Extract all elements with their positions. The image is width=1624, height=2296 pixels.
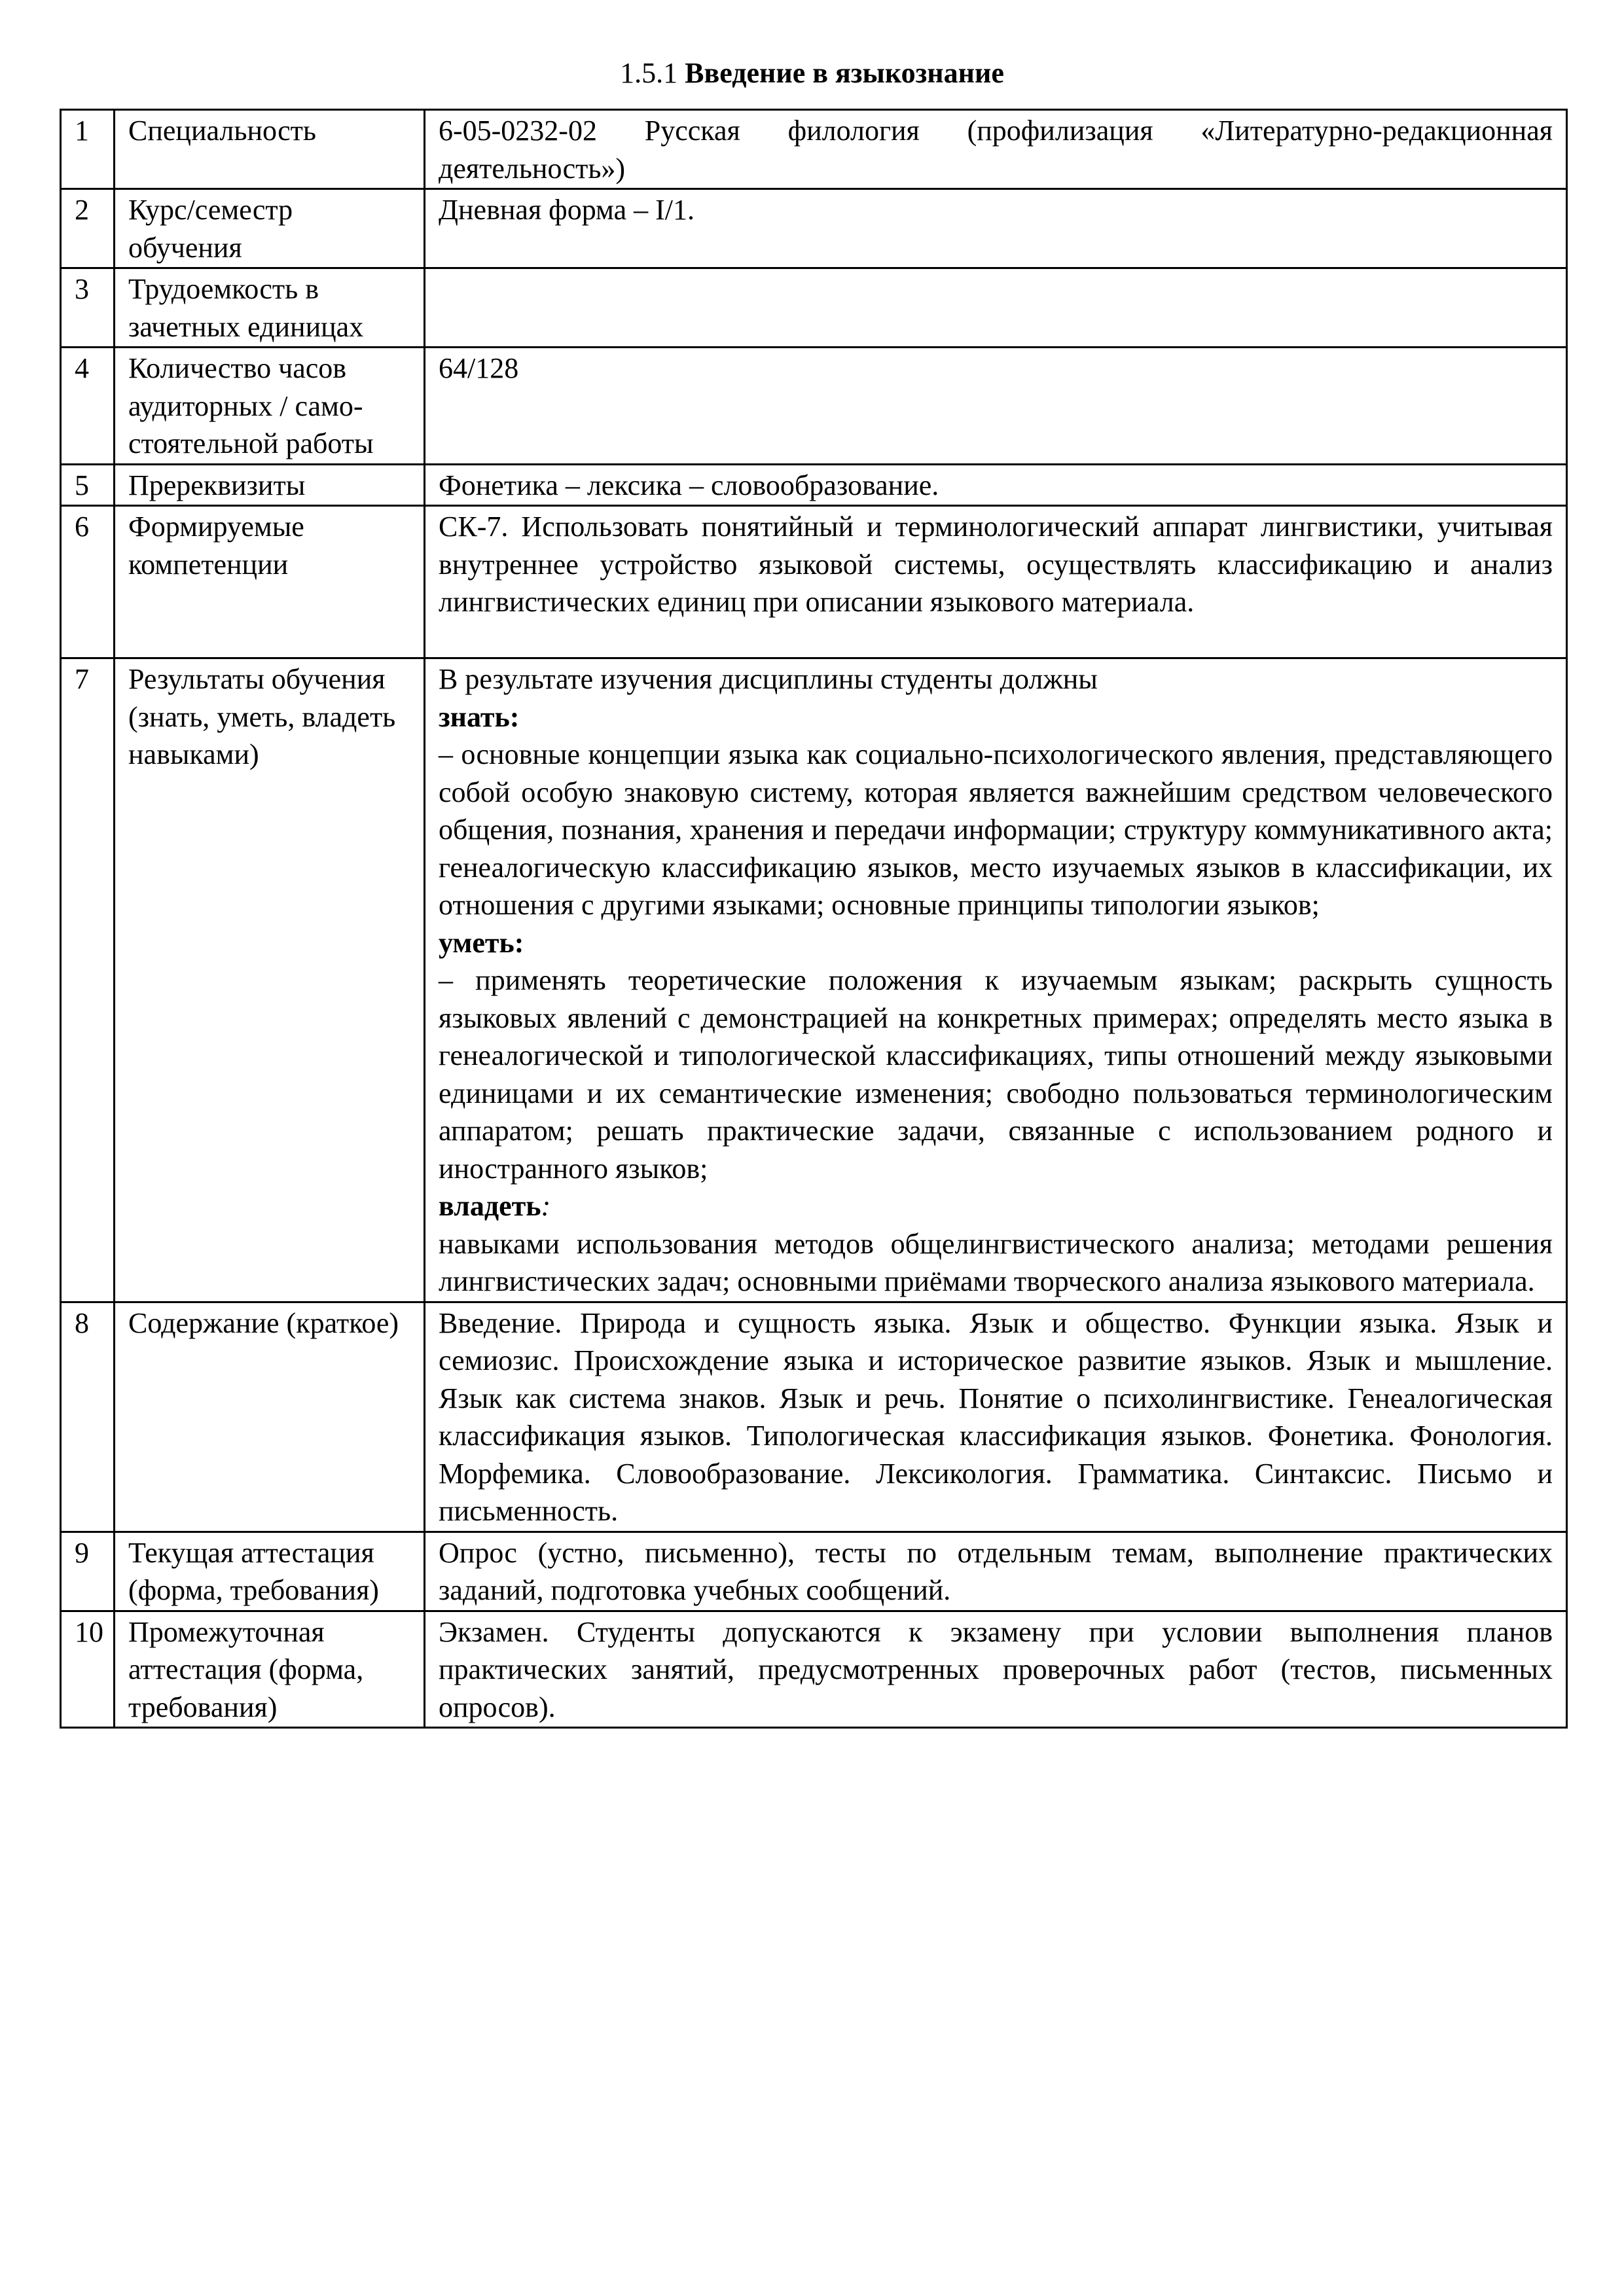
row-value <box>425 268 1567 348</box>
section-number: 1.5.1 <box>620 57 678 89</box>
row-number: 4 <box>61 348 115 465</box>
row-label: Результаты обучения (знать, уметь, владеть навыками) <box>115 658 425 1302</box>
table-row <box>61 189 1567 268</box>
know-heading: знать: <box>439 700 520 733</box>
table-row <box>61 268 1567 348</box>
table-row <box>61 506 1567 658</box>
can-heading: уметь: <box>439 926 524 959</box>
row-number: 6 <box>61 506 115 658</box>
row-value: Дневная форма – I/1. <box>425 189 1567 268</box>
row-label: Курс/семестр обучения <box>115 189 425 268</box>
row-value: Экзамен. Студенты допускаются к экзамену при условии выполнения планов практических занятий, предусмотренных проверочных работ (тестов, письменных опросов). <box>425 1611 1567 1728</box>
row-label: Количество часов аудиторных / само-стоятельной работы <box>115 348 425 465</box>
row-value: Фонетика – лексика – словообразование. <box>425 464 1567 506</box>
row-number: 2 <box>61 189 115 268</box>
table-row <box>61 464 1567 506</box>
row-value: 6-05-0232-02 Русская филология (профилизация «Литературно-редакционная деятельность») <box>425 110 1567 189</box>
row-label: Пререквизиты <box>115 464 425 506</box>
section-title: Введение в языкознание <box>685 57 1004 89</box>
learning-outcomes-cell <box>425 658 1567 1302</box>
row-label: Формируемые компетенции <box>115 506 425 658</box>
row-label: Специальность <box>115 110 425 189</box>
row-value: Опрос (устно, письменно), тесты по отдельным темам, выполнение практических заданий, подготовка учебных сообщений. <box>425 1532 1567 1611</box>
row-value: Введение. Природа и сущность языка. Язык и общество. Функции языка. Язык и семиозис. Происхождение языка и историческое развитие языков. Язык и мышление. Язык как система знаков. Язык и речь. Понятие о психолингвистике. Генеалогическая классификация языков. Типологическая классификация языков. Фонетика. Фонология. Морфемика. Словообразование. Лексикология. Грамматика. Синтаксис. Письмо и письменность. <box>425 1302 1567 1532</box>
row-value: СК-7. Использовать понятийный и терминологический аппарат лингвистики, учитывая внутреннее устройство языковой системы, осуществлять классификацию и анализ лингвистических единиц при описании языкового материала. <box>425 506 1567 658</box>
table-row <box>61 348 1567 465</box>
section-heading <box>0 55 1624 92</box>
own-text: навыками использования методов общелингвистического анализа; методами решения лингвистических задач; основными приёмами творческого анализа языкового материала. <box>439 1227 1553 1297</box>
row-number: 7 <box>61 658 115 1302</box>
own-heading-colon: : <box>541 1190 551 1222</box>
row-number: 10 <box>61 1611 115 1728</box>
own-heading-line <box>439 1187 1553 1225</box>
row-number: 9 <box>61 1532 115 1611</box>
row-label: Трудоемкость в зачетных единицах <box>115 268 425 348</box>
own-heading: владеть <box>439 1190 541 1222</box>
course-spec-table <box>60 109 1568 1729</box>
table-row <box>61 658 1567 1302</box>
row-label: Текущая аттестация (форма, требования) <box>115 1532 425 1611</box>
row-number: 1 <box>61 110 115 189</box>
row-number: 8 <box>61 1302 115 1532</box>
can-text: – применять теоретические положения к изучаемым языкам; раскрыть сущность языковых явлений с демонстрацией на конкретных примерах; определять место языка в генеалогической и типологической классификациях, типы отношений между языковыми единицами и их семантические изменения; свободно пользоваться терминологическим аппаратом; решать практические задачи, связанные с использованием родного и иностранного языков; <box>439 964 1553 1185</box>
outcomes-intro: В результате изучения дисциплины студенты должны <box>439 663 1098 695</box>
row-label: Содержание (краткое) <box>115 1302 425 1532</box>
table-row <box>61 110 1567 189</box>
table-row <box>61 1532 1567 1611</box>
row-value: 64/128 <box>425 348 1567 465</box>
row-label: Промежуточная аттестация (форма, требования) <box>115 1611 425 1728</box>
row-number: 5 <box>61 464 115 506</box>
table-row <box>61 1611 1567 1728</box>
row-number: 3 <box>61 268 115 348</box>
know-text: – основные концепции языка как социально-психологического явления, представляющего собой особую знаковую систему, которая является важнейшим средством человеческого общения, познания, хранения и передачи информации; структуру коммуникативного акта; генеалогическую классификацию языков, место изучаемых языков в классификации, их отношения с другими языками; основные принципы типологии языков; <box>439 738 1553 921</box>
table-row <box>61 1302 1567 1532</box>
